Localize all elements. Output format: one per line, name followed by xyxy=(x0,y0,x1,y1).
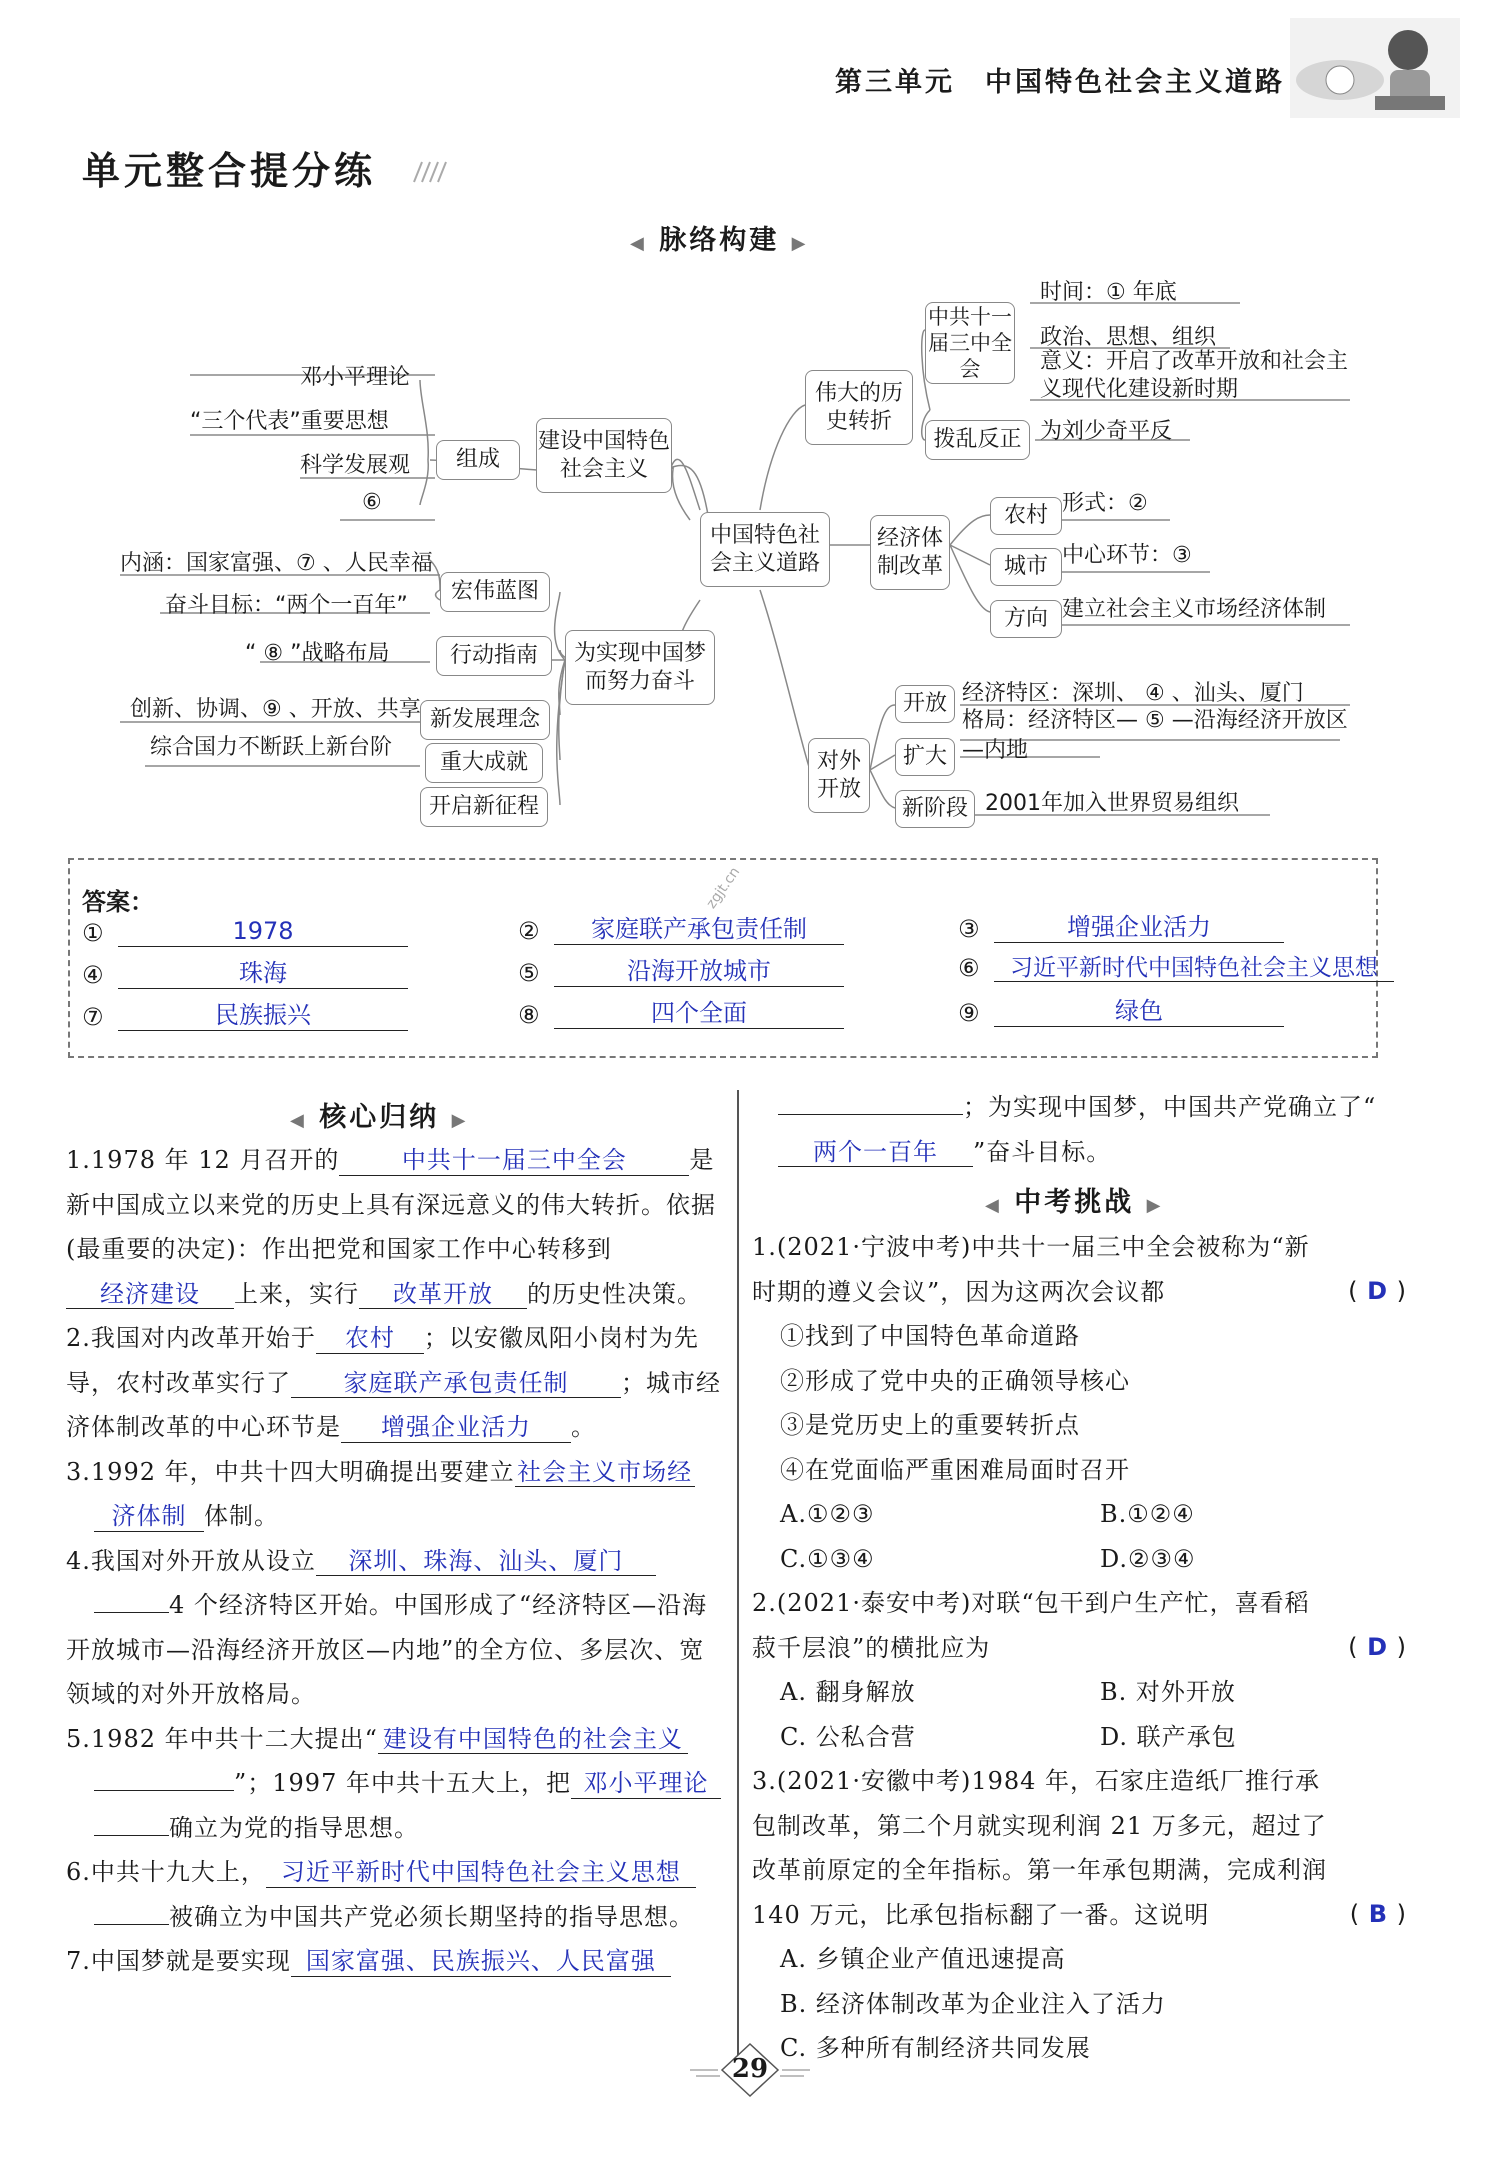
choice-c[interactable]: C. 公私合营 xyxy=(780,1722,916,1751)
node-opening-up: 对外开放 xyxy=(808,738,870,813)
core-q6: 6.中共十九大上， 习近平新时代中国特色社会主义思想 被确立为中国共产党必须长期坚持的指导思想。 xyxy=(66,1858,694,1931)
node-set-right: 拨乱反正 xyxy=(925,420,1030,460)
wto-item: 2001年加入世界贸易组织 xyxy=(985,791,1239,816)
plenum-aspects: 政治、思想、组织 xyxy=(1040,325,1217,350)
core-q7-continued: ；为实现中国梦，中国共产党确立了“两个一百年 ”奋斗目标。 xyxy=(778,1085,1418,1174)
exam-title: ◀ 中考挑战 ▶ xyxy=(985,1187,1164,1218)
page-number: 29 xyxy=(731,2054,769,2084)
choice-d[interactable]: D.②③④ xyxy=(1100,1544,1196,1573)
core-q2: 2.我国对内改革开始于 农村 ；以安徽凤阳小岗村为先导，农村改革实行了 家庭联产承包责任制 ；城市经济体制改革的中心环节是 增强企业活力 。 xyxy=(66,1324,721,1441)
watermark: zgjt.cn xyxy=(703,864,744,912)
plenum-significance: 意义：开启了改革开放和社会主义现代化建设新时期 xyxy=(1040,349,1349,402)
node-new-journey: 开启新征程 xyxy=(420,787,548,827)
right-arrow-icon: ▶ xyxy=(1146,1195,1164,1216)
node-rural: 农村 xyxy=(990,497,1062,535)
urban-item: 中心环节：③ xyxy=(1062,543,1192,568)
node-expand: 扩大 xyxy=(895,738,955,776)
node-action-guide: 行动指南 xyxy=(436,636,552,676)
answer-item: ③ 增强企业活力 xyxy=(958,914,1284,943)
answer-paren: ( D ) xyxy=(1348,1277,1407,1305)
right-arrow-icon: ▶ xyxy=(791,233,809,254)
open-pattern-item: 格局：经济特区— ⑤ —沿海经济开放区—内地 xyxy=(962,708,1348,763)
choice-a[interactable]: A. 翻身解放 xyxy=(780,1678,916,1706)
node-new-stage: 新阶段 xyxy=(895,790,975,828)
concept-item-list: 创新、协调、⑨ 、开放、共享 xyxy=(130,697,421,722)
build-item-scientific: 科学发展观 xyxy=(300,453,411,478)
answer-label: 答案： xyxy=(82,888,154,916)
build-item-six: ⑥ xyxy=(362,490,382,515)
build-item-deng: 邓小平理论 xyxy=(300,365,411,390)
core-q7: 7.中国梦就是要实现 国家富强、民族振兴、人民富强 xyxy=(66,1939,721,1984)
choice-c[interactable]: C. 多种所有制经济共同发展 xyxy=(780,2034,1091,2062)
choice-b[interactable]: B. 经济体制改革为企业注入了活力 xyxy=(780,1989,1166,2018)
node-urban: 城市 xyxy=(990,548,1062,586)
direction-item: 建立社会主义市场经济体制 xyxy=(1062,597,1327,622)
exam-q1: 1.(2021·宁波中考)中共十一届三中全会被称为“新时期的遵义会议”，因为这两次会议都 ( D ) ①找到了中国特色革命道路 ②形成了党中央的正确领导核心 ③是党历史上的重要转折点 ④在党面临严重困难局面时召开 A.①②③ B.①②④ C.①③④ D.②③④ xyxy=(752,1225,1407,1581)
unit-title: 第三单元 中国特色社会主义道路 xyxy=(835,67,1285,98)
core-title: ◀ 核心归纳 ▶ xyxy=(290,1102,469,1133)
rural-item: 形式：② xyxy=(1062,491,1148,516)
core-q5: 5.1982 年中共十二大提出“ 建设有中国特色的社会主义 ”；1997 年中共十五大上，把 邓小平理论 确立为党的指导思想。 xyxy=(66,1717,721,1851)
section-title: 单元整合提分练 xyxy=(82,149,377,193)
choice-b[interactable]: B. 对外开放 xyxy=(1100,1678,1236,1706)
answer-item: ⑥ 习近平新时代中国特色社会主义思想 xyxy=(958,954,1394,982)
answer-item: ⑦ 民族振兴 xyxy=(82,1002,408,1031)
set-right-item: 为刘少奇平反 xyxy=(1040,419,1173,444)
plenum-time: 时间：① 年底 xyxy=(1040,280,1177,305)
core-q4: 4.我国对外开放从设立 深圳、珠海、汕头、厦门 4 个经济特区开始。中国形成了“经济特区—沿海开放城市—沿海经济开放区—内地”的全方位、多层次、宽领域的对外开放格局。 xyxy=(66,1546,708,1708)
right-arrow-icon: ▶ xyxy=(451,1110,469,1131)
left-arrow-icon: ◀ xyxy=(290,1110,307,1131)
core-q3: 3.1992 年，中共十四大明确提出要建立 社会主义市场经 济体制 体制。 xyxy=(66,1450,721,1539)
node-new-development: 新发展理念 xyxy=(420,700,550,740)
node-build-composition: 组成 xyxy=(436,440,520,480)
exam-questions xyxy=(752,1225,1407,2071)
exam-q2: 2.(2021·泰安中考)对联“包干到户生产忙，喜看稻菽千层浪”的横批应为 ( D ) A. 翻身解放 B. 对外开放 C. 公私合营 D. 联产承包 xyxy=(752,1581,1407,1759)
mindmap-center-node: 中国特色社会主义道路 xyxy=(700,512,830,587)
answer-item: ⑧ 四个全面 xyxy=(518,1000,844,1029)
node-china-dream: 为实现中国梦而努力奋斗 xyxy=(565,630,715,705)
node-historic-turn: 伟大的历史转折 xyxy=(805,370,913,445)
node-open: 开放 xyxy=(895,685,955,723)
achievement-item: 综合国力不断跃上新台阶 xyxy=(150,735,393,760)
choice-a[interactable]: A.①②③ xyxy=(780,1500,875,1528)
page-number-badge xyxy=(690,2040,810,2100)
build-item-three-represents: “三个代表”重要思想 xyxy=(190,409,389,434)
answer-paren: ( B ) xyxy=(1349,1900,1407,1928)
left-arrow-icon: ◀ xyxy=(985,1195,1002,1216)
choice-d[interactable]: D. 联产承包 xyxy=(1100,1722,1237,1751)
exam-q3: 3.(2021·安徽中考)1984 年，石家庄造纸厂推行承包制改革，第二个月就实现利润 21 万多元，超过了改革前原定的全年指标。第一年承包期满，完成利润 140 万元，比承包指标翻了一番。这说明 ( B ) A. 乡镇企业产值迅速提高 B. 经济体制改革为企业注入了活力 C. 多种所有制经济共同发展 xyxy=(752,1759,1407,2071)
choice-a[interactable]: A. 乡镇企业产值迅速提高 xyxy=(780,1945,1066,1973)
open-zones-item: 经济特区：深圳、 ④ 、汕头、厦门 xyxy=(962,681,1304,706)
choice-c[interactable]: C.①③④ xyxy=(780,1544,875,1573)
choice-b[interactable]: B.①②④ xyxy=(1100,1500,1195,1528)
core-q1: 1.1978 年 12 月召开的 中共十一届三中全会 是新中国成立以来党的历史上具有深远意义的伟大转折。依据(最重要的决定)：作出把党和国家工作中心转移到经济建设 上来，实行 改革开放 的历史性决策。 xyxy=(66,1146,716,1308)
core-questions xyxy=(66,1138,721,1984)
column-divider xyxy=(737,1090,739,2070)
answer-item: ② 家庭联产承包责任制 xyxy=(518,916,844,945)
blueprint-item-goal: 奋斗目标：“两个一百年” xyxy=(165,593,408,618)
node-build-socialism: 建设中国特色社会主义 xyxy=(536,418,672,493)
mindmap-title: ◀ 脉络构建 ▶ xyxy=(630,225,809,256)
left-arrow-icon: ◀ xyxy=(630,233,647,254)
action-item-strategy: “ ⑧ ”战略布局 xyxy=(245,641,390,666)
node-grand-blueprint: 宏伟蓝图 xyxy=(440,572,550,612)
answer-paren: ( D ) xyxy=(1348,1633,1407,1661)
node-third-plenum: 中共十一届三中全会 xyxy=(925,302,1015,384)
answer-item: ④ 珠海 xyxy=(82,960,408,989)
node-great-achievement: 重大成就 xyxy=(425,743,543,783)
answer-item: ⑨ 绿色 xyxy=(958,998,1284,1027)
blueprint-item-connotation: 内涵：国家富强、⑦ 、人民幸福 xyxy=(120,551,433,576)
node-direction: 方向 xyxy=(990,600,1062,638)
answer-item: ⑤ 沿海开放城市 xyxy=(518,958,844,987)
answer-item: ① 1978 xyxy=(82,918,408,947)
node-economic-reform: 经济体制改革 xyxy=(870,515,950,590)
